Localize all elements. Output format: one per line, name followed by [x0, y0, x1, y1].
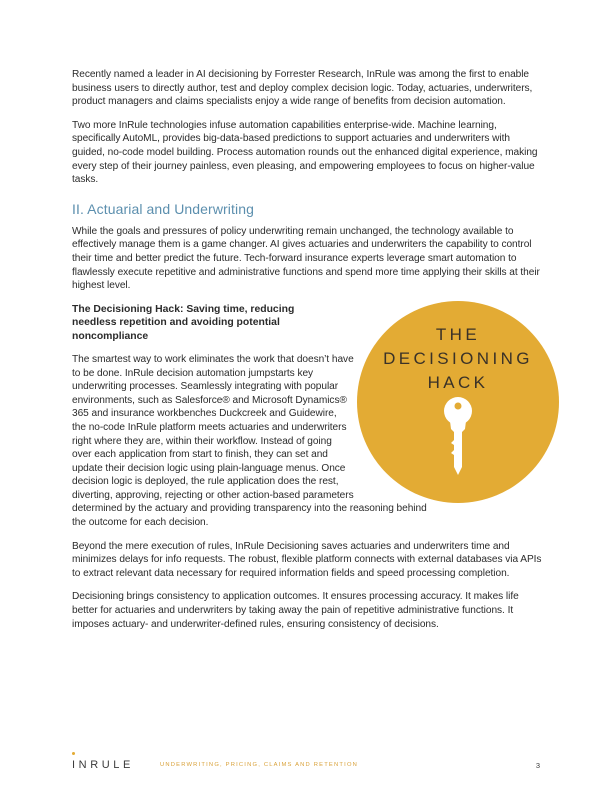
badge-line-2: DECISIONING: [383, 348, 533, 368]
beyond-rules-paragraph: Beyond the mere execution of rules, InRule Decisioning saves actuaries and underwriters time and minimizes delays for info requests. The robust, flexible platform connects with external databases via APIs to extract relevant data necessary for required information fields and speed processing completion.: [72, 540, 542, 579]
page-content: [72, 68, 542, 641]
page-number: 3: [535, 761, 540, 770]
key-icon: [439, 395, 477, 477]
section-heading: II. Actuarial and Underwriting: [72, 200, 254, 217]
decisioning-hack-badge: [357, 301, 559, 503]
footer-label: UNDERWRITING, PRICING, CLAIMS AND RETENTION: [160, 762, 359, 768]
badge-line-1: THE: [435, 324, 481, 344]
intro-paragraph: Recently named a leader in AI decisioning by Forrester Research, InRule was among the first to enable business users to directly author, test and deploy complex decision logic. Today, actuaries, underwriters, product managers and claims specialists enjoy a wide range of benefits from decision automation.: [72, 69, 533, 108]
consistency-paragraph: Decisioning brings consistency to application outcomes. It ensures processing accuracy. It makes life better for actuaries and underwriters by taking away the pain of repetitive administrative functions. It imposes actuary- and underwriter-defined rules, ensuring consistency of decisions.: [72, 591, 519, 630]
decisioning-hack-section: [72, 303, 542, 530]
footer: [72, 750, 542, 774]
badge-line-3: HACK: [427, 372, 489, 392]
technologies-paragraph: Two more InRule technologies infuse automation capabilities enterprise-wide. Machine learning, specifically AutoML, provides big-data-based predictions to support actuaries and underwriters with guided, no-code model building. Process automation rounds out the enhanced digital experience, making every step of their journey painless, even pleasing, and empowering employees to focus on higher-value tasks.: [72, 119, 538, 186]
inrule-logo: INRULE: [72, 759, 134, 771]
smartest-way-paragraph: The smartest way to work eliminates the work that doesn’t have to be done. InRule decision automation jumpstarts key underwriting processes. Seamlessly integrating with popular environments, such as Salesforce® and Microsoft Dynamics® 365 and insurance workbenches Duckcreek and Guidewire, the no-code InRule platform meets actuaries and underwriters right where they are, within their workflow. Instead of going over each application from start to finish, they can set and update their decision logic using plain-language menus. Once decision logic is deployed, the rule application does the rest, diverting, approving, rejecting or other action-based parameters determined by the actuary and providing transparency into the reasoning behind the outcome for each decision.: [72, 353, 427, 529]
logo-dot: [72, 752, 75, 755]
underwriting-paragraph: While the goals and pressures of policy underwriting remain unchanged, the technology available to effectively manage them is a game changer. AI gives actuaries and underwriters the capability to control their time and better predict the future. Tech-forward insurance experts leverage smart automation to flawlessly execute repetitive and administrative functions and spend more time applying their skills at their highest level.: [72, 225, 540, 292]
subheading: The Decisioning Hack: Saving time, reducing needless repetition and avoiding potential noncompliance: [72, 303, 295, 342]
